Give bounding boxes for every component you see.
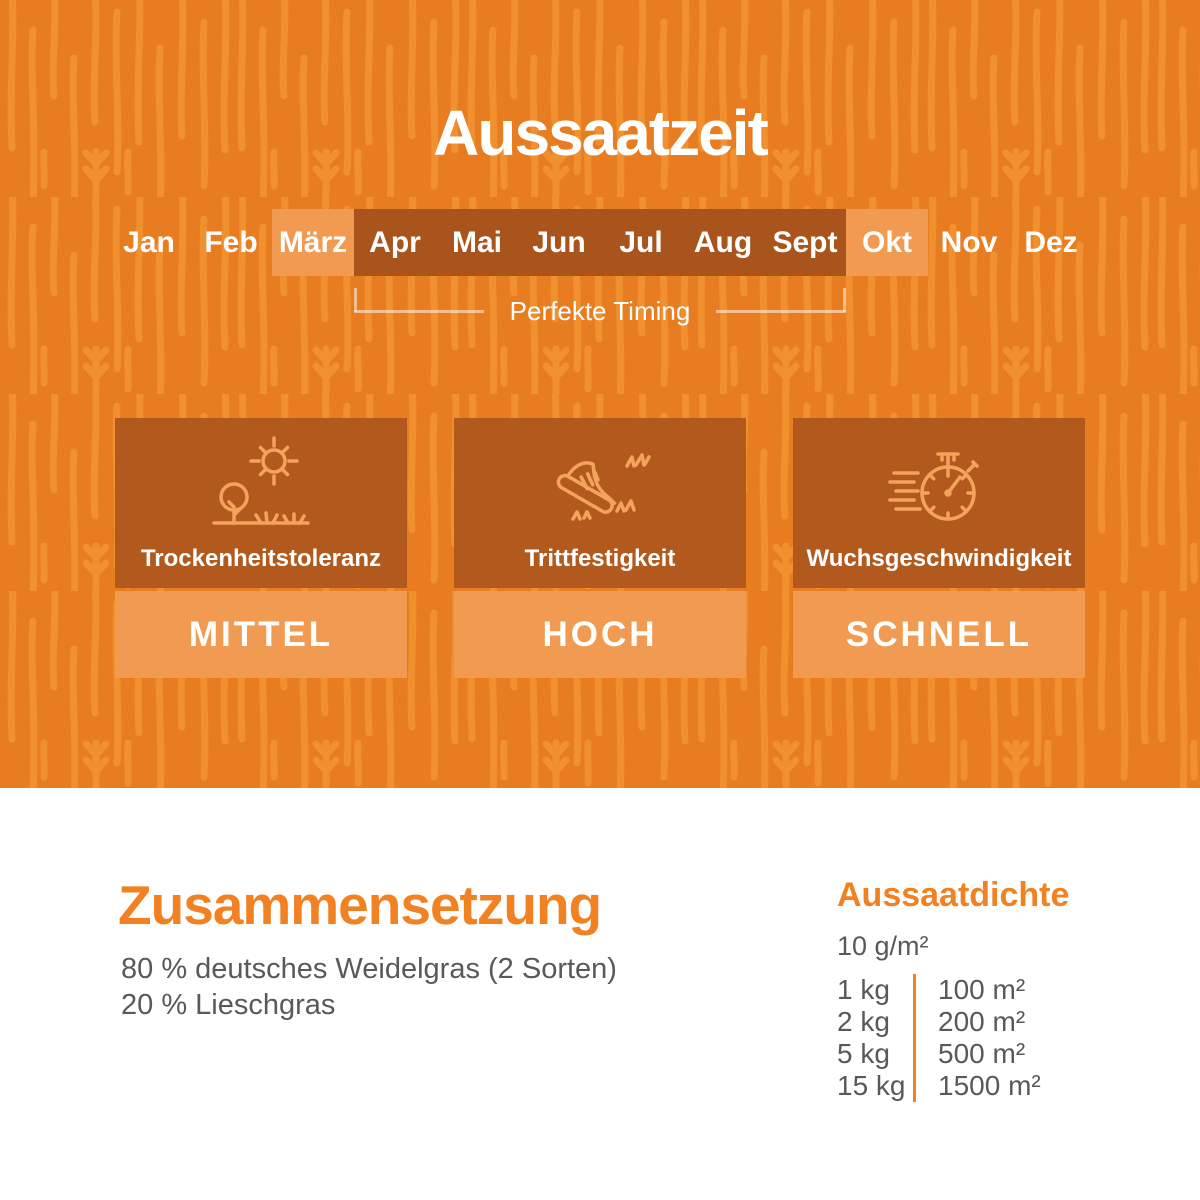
feature-cards bbox=[115, 418, 1085, 678]
card-value: SCHNELL bbox=[793, 591, 1085, 678]
density-amount-column bbox=[837, 974, 913, 1102]
card-wuchsgeschwindigkeit bbox=[793, 418, 1085, 678]
bracket-label: Perfekte Timing bbox=[509, 296, 691, 326]
density-amount: 2 kg bbox=[837, 1006, 890, 1037]
composition-lines bbox=[121, 951, 617, 1023]
density-rate: 10 g/m² bbox=[837, 931, 929, 961]
density-amount: 5 kg bbox=[837, 1038, 890, 1069]
card-value: MITTEL bbox=[115, 591, 407, 678]
timeline-month-apr: Apr bbox=[354, 209, 436, 276]
density-amount: 1 kg bbox=[837, 974, 890, 1005]
timeline-month-dez: Dez bbox=[1024, 225, 1078, 259]
card-top bbox=[115, 418, 407, 588]
card-label: Wuchsgeschwindigkeit bbox=[806, 545, 1072, 572]
perfect-timing-bracket bbox=[354, 288, 846, 334]
timeline-month-aug: Aug bbox=[682, 209, 764, 276]
sowing-month-timeline bbox=[108, 209, 1092, 276]
card-trockenheitstoleranz bbox=[115, 418, 407, 678]
timeline-month-jun: Jun bbox=[518, 209, 600, 276]
density-coverage-column bbox=[916, 974, 1041, 1102]
sun-tree-icon bbox=[205, 435, 317, 535]
composition-line: 80 % deutsches Weidelgras (2 Sorten) bbox=[121, 953, 617, 985]
timeline-month-mai: Mai bbox=[436, 209, 518, 276]
density-table bbox=[837, 974, 1041, 1102]
card-top bbox=[793, 418, 1085, 588]
timeline-month-okt: Okt bbox=[846, 209, 928, 276]
density-amount: 15 kg bbox=[837, 1070, 906, 1101]
density-coverage: 1500 m² bbox=[938, 1070, 1041, 1101]
icon-wrap bbox=[883, 418, 995, 545]
timeline-month-sept: Sept bbox=[764, 209, 846, 276]
icon-wrap bbox=[544, 418, 656, 545]
bracket-right-line bbox=[716, 310, 846, 313]
card-trittfestigkeit bbox=[454, 418, 746, 678]
page-title: Aussaatzeit bbox=[433, 97, 767, 169]
stopwatch-icon bbox=[883, 435, 995, 535]
timeline-month-maerz: März bbox=[272, 209, 354, 276]
sneaker-icon bbox=[544, 435, 656, 535]
card-value: HOCH bbox=[454, 591, 746, 678]
info-section bbox=[0, 788, 1200, 1200]
density-coverage: 200 m² bbox=[938, 1006, 1026, 1037]
card-label: Trittfestigkeit bbox=[524, 545, 676, 572]
timeline-month-jan: Jan bbox=[123, 225, 175, 259]
density-coverage: 500 m² bbox=[938, 1038, 1026, 1069]
card-top bbox=[454, 418, 746, 588]
bracket-right-tick bbox=[843, 288, 846, 312]
timeline-month-feb: Feb bbox=[204, 225, 258, 259]
composition-line: 20 % Lieschgras bbox=[121, 989, 336, 1021]
icon-wrap bbox=[205, 418, 317, 545]
timeline-month-jul: Jul bbox=[600, 209, 682, 276]
timeline-month-nov: Nov bbox=[940, 225, 998, 259]
density-heading: Aussaatdichte bbox=[837, 876, 1070, 914]
card-label: Trockenheitstoleranz bbox=[140, 545, 382, 572]
density-coverage: 100 m² bbox=[938, 974, 1026, 1005]
composition-heading: Zusammensetzung bbox=[118, 874, 602, 936]
